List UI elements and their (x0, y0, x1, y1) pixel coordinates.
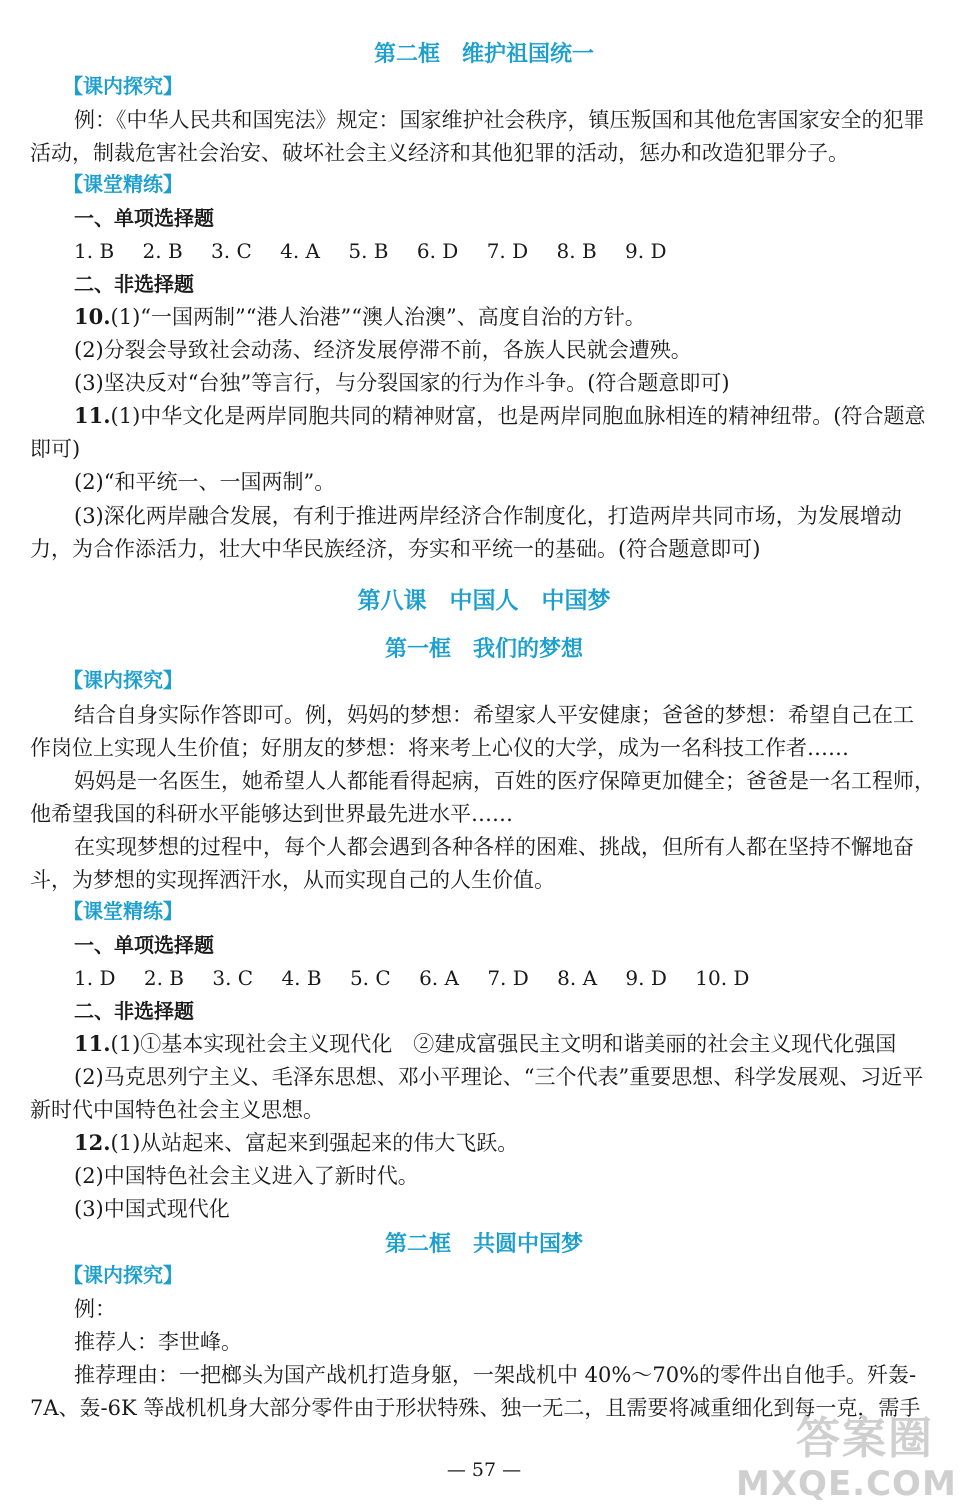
answer-line: 即可) (30, 437, 81, 461)
answer: 6. D (416, 239, 459, 263)
paragraph-line: 例：《中华人民共和国宪法》规定：国家维护社会秩序，镇压叛国和其他危害国家安全的犯罪 (74, 108, 925, 132)
question-line (74, 303, 646, 331)
answer-line: (2)马克思列宁主义、毛泽东思想、邓小平理论、“三个代表”重要思想、科学发展观、习近平 (74, 1065, 924, 1089)
lesson-title: 第八课 中国人 中国梦 (357, 588, 611, 614)
tag-practice: 【课堂精练】 (63, 899, 183, 923)
question-number: 11. (74, 403, 111, 428)
answer-text: (1)从站起来、富起来到强起来的伟大飞跃。 (110, 1131, 519, 1155)
paragraph-line: 斗，为梦想的实现挥洒汗水，从而实现自己的人生价值。 (30, 868, 555, 892)
section-title: 第二框 维护祖国统一 (373, 42, 594, 67)
section-title: 第一框 我们的梦想 (384, 637, 583, 662)
choice-heading: 一、单项选择题 (74, 206, 214, 230)
question-line (74, 402, 925, 430)
question-number: 10. (74, 304, 111, 329)
answer-line: (2)分裂会导致社会动荡、经济发展停滞不前，各族人民就会遭殃。 (74, 338, 692, 362)
watermark-logo (736, 1402, 957, 1504)
answer: 7. D (486, 239, 529, 263)
nonchoice-heading: 二、非选择题 (74, 272, 194, 296)
answer-text: (1)“一国两制”“港人治港”“澳人治澳”、高度自治的方针。 (110, 305, 646, 329)
answer: 10. D (695, 966, 750, 990)
answer: 5. B (348, 239, 389, 263)
paragraph-line: 7A、轰-6K 等战机机身大部分零件由于形状特殊、独一无二，且需要将减重细化到每一克，需手 (30, 1396, 921, 1420)
page-number: — 57 — (446, 1459, 522, 1481)
paragraph-line: 妈妈是一名医生，她希望人人都能看得起病，百姓的医疗保障更加健全；爸爸是一名工程师， (74, 769, 935, 793)
watermark-text: 答案圈 (796, 1413, 934, 1464)
answer-line: (2)“和平统一、一国两制”。 (74, 470, 336, 494)
choice-answers (74, 964, 771, 992)
tag-explore: 【课内探究】 (63, 1263, 183, 1287)
section-title: 第二框 共圆中国梦 (384, 1232, 583, 1257)
answer: 3. C (212, 966, 254, 990)
paragraph-line: 作岗位上实现人生价值；好朋友的梦想：将来考上心仪的大学，成为一名科技工作者…… (30, 736, 849, 760)
answer-line: (3)深化两岸融合发展，有利于推进两岸经济合作制度化，打造两岸共同市场，为发展增动 (74, 504, 902, 528)
paragraph-line: 结合自身实际作答即可。例，妈妈的梦想：希望家人平安健康；爸爸的梦想：希望自己在工 (74, 703, 914, 727)
paragraph-line: 例： (74, 1297, 116, 1321)
question-number: 11. (74, 1031, 111, 1056)
answer-line: (3)中国式现代化 (74, 1197, 230, 1221)
answer-line: 新时代中国特色社会主义思想。 (30, 1098, 324, 1122)
answer: 4. A (280, 239, 320, 263)
answer: 8. B (556, 239, 597, 263)
answer: 4. B (281, 966, 322, 990)
choice-heading: 一、单项选择题 (74, 933, 214, 957)
answer: 5. C (349, 966, 391, 990)
question-number: 12. (74, 1130, 111, 1155)
paragraph-line: 活动，制裁危害社会治安、破坏社会主义经济和其他犯罪的活动，惩办和改造犯罪分子。 (30, 141, 849, 165)
answer-text: (1)中华文化是两岸同胞共同的精神财富，也是两岸同胞血脉相连的精神纽带。(符合题意 (110, 404, 926, 428)
answer: 9. D (625, 239, 667, 263)
question-line (74, 1129, 518, 1157)
tag-explore: 【课内探究】 (63, 74, 183, 98)
tag-explore: 【课内探究】 (63, 668, 183, 692)
answer: 7. D (487, 966, 529, 990)
answer: 1. D (74, 966, 116, 990)
answer-line: (2)中国特色社会主义进入了新时代。 (74, 1164, 419, 1188)
paragraph-line: 推荐理由：一把榔头为国产战机打造身躯，一架战机中 40%～70%的零件出自他手。歼轰- (74, 1363, 917, 1387)
watermark-url: MXQE.COM (736, 1464, 957, 1504)
answer: 2. B (142, 239, 183, 263)
answer: 2. B (143, 966, 184, 990)
paragraph-line: 他希望我国的科研水平能够达到世界最先进水平…… (30, 802, 513, 826)
paragraph-line: 推荐人：李世峰。 (74, 1330, 242, 1354)
answer-line: 力，为合作添活力，壮大中华民族经济，夯实和平统一的基础。(符合题意即可) (30, 537, 761, 561)
answer: 8. A (557, 966, 598, 990)
tag-practice: 【课堂精练】 (63, 172, 183, 196)
paragraph-line: 在实现梦想的过程中，每个人都会遇到各种各样的困难、挑战，但所有人都在坚持不懈地奋 (74, 835, 914, 859)
answer: 1. B (74, 239, 115, 263)
choice-answers (74, 237, 689, 265)
answer: 3. C (211, 239, 252, 263)
answer-text: (1)①基本实现社会主义现代化 ②建成富强民主文明和谐美丽的社会主义现代化强国 (110, 1032, 897, 1056)
question-line (74, 1030, 896, 1058)
answer: 9. D (625, 966, 667, 990)
answer: 6. A (419, 966, 459, 990)
answer-line: (3)坚决反对“台独”等言行，与分裂国家的行为作斗争。(符合题意即可) (74, 371, 730, 395)
nonchoice-heading: 二、非选择题 (74, 999, 194, 1023)
